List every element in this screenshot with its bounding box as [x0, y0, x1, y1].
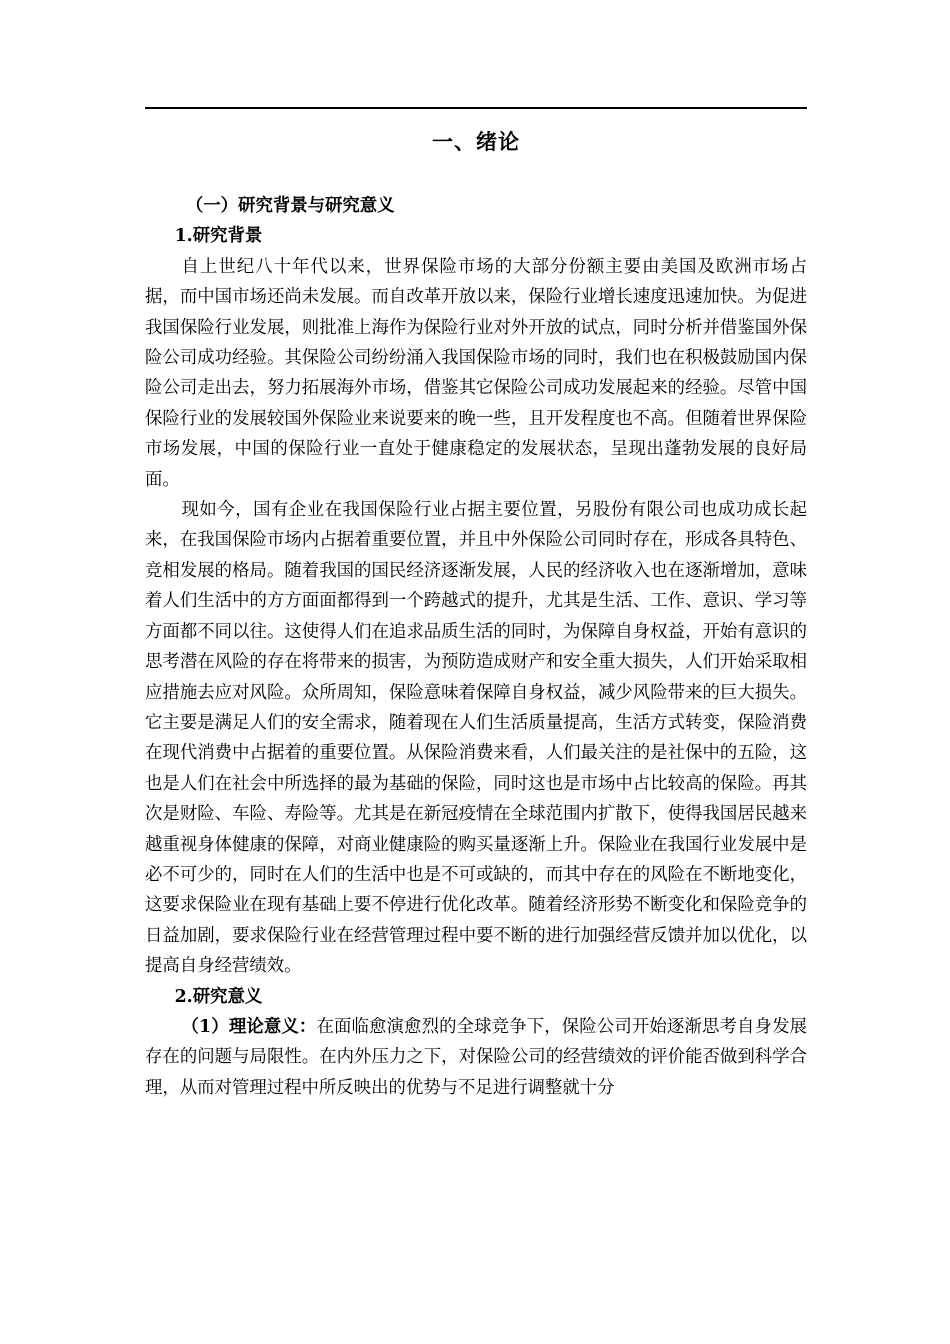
subsection-heading-significance: 2.研究意义 — [174, 986, 263, 1007]
header-rule — [145, 107, 807, 109]
paragraph-text: 在面临愈演愈烈的全球竞争下，保险公司开始逐渐思考自身发展存在的问题与局限性。在内外压力之下，对保险公司的经营绩效的评价能否做到科学合理，从而对管理过程中所反映出的优势与不足进行调整就十分 — [145, 1016, 807, 1098]
subsection-heading-background: 1.研究背景 — [174, 226, 263, 247]
chapter-title: 一、绪论 — [432, 129, 520, 154]
paragraph — [145, 1012, 807, 1103]
paragraph-lead: （1）理论意义： — [181, 1016, 317, 1037]
section-heading: （一）研究背景与研究意义 — [185, 196, 395, 216]
body-text — [145, 191, 807, 1103]
paragraph: 现如今，国有企业在我国保险行业占据主要位置，另股份有限公司也成功成长起来，在我国保险市场内占据着重要位置，并且中外保险公司同时存在，形成各具特色、竞相发展的格局。随着我国的国民经济逐渐发展，人民的经济收入也在逐渐增加，意味着人们生活中的方方面面都得到一个跨越式的提升，尤其是生活、工作、意识、学习等方面都不同以往。这使得人们在追求品质生活的同时，为保障自身权益，开始有意识的思考潜在风险的存在将带来的损害，为预防造成财产和安全重大损失，人们开始采取相应措施去应对风险。众所周知，保险意味着保障自身权益，减少风险带来的巨大损失。它主要是满足人们的安全需求，随着现在人们生活质量提高，生活方式转变，保险消费在现代消费中占据着的重要位置。从保险消费来看，人们最关注的是社保中的五险，这也是人们在社会中所选择的最为基础的保险，同时这也是市场中占比较高的保险。再其次是财险、车险、寿险等。尤其是在新冠疫情在全球范围内扩散下，使得我国居民越来越重视身体健康的保障，对商业健康险的购买量逐渐上升。保险业在我国行业发展中是必不可少的，同时在人们的生活中也是不可或缺的，而其中存在的风险在不断地变化，这要求保险业在现有基础上要不停进行优化改革。随着经济形势不断变化和保险竞争的日益加剧，要求保险行业在经营管理过程中要不断的进行加强经营反馈并加以优化，以提高自身经营绩效。 — [145, 500, 807, 977]
paragraph: 自上世纪八十年代以来，世界保险市场的大部分份额主要由美国及欧洲市场占据，而中国市场还尚未发展。而自改革开放以来，保险行业增长速度迅速加快。为促进我国保险行业发展，则批准上海作为保险行业对外开放的试点，同时分析并借鉴国外保险公司成功经验。其保险公司纷纷涌入我国保险市场的同时，我们也在积极鼓励国内保险公司走出去，努力拓展海外市场，借鉴其它保险公司成功发展起来的经验。尽管中国保险行业的发展较国外保险业来说要来的晚一些，且开发程度也不高。但随着世界保险市场发展，中国的保险行业一直处于健康稳定的发展状态，呈现出蓬勃发展的良好局面。 — [145, 256, 807, 490]
